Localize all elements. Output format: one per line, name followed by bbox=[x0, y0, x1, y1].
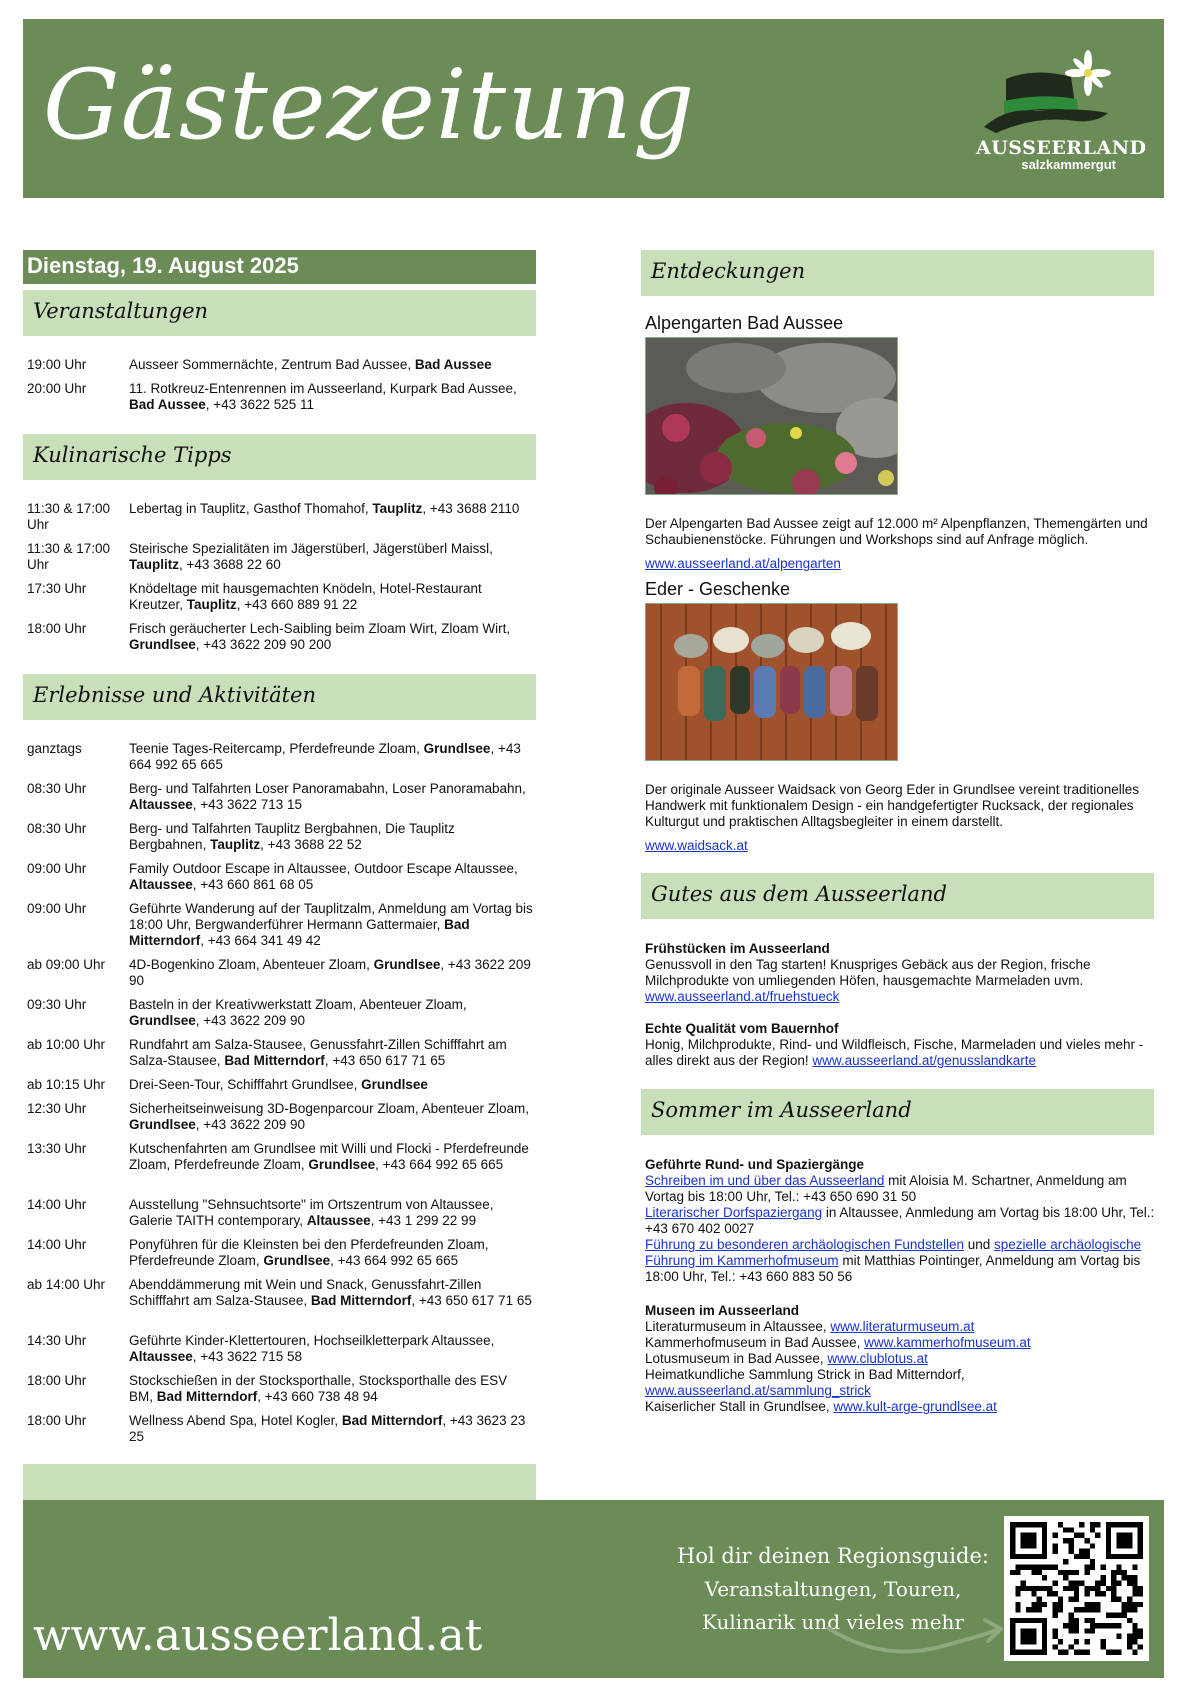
event-description: Abenddämmerung mit Wein und Snack, Genussfahrt-Zillen Schifffahrt am Salza-Stausee, Bad Mitterndorf, +43 650 617 71 65 bbox=[129, 1277, 532, 1308]
museum-3-text: Lotusmuseum in Bad Aussee, bbox=[645, 1351, 828, 1366]
rundgaenge-b bbox=[645, 1205, 1165, 1237]
event-place: Grundlsee bbox=[263, 1253, 331, 1268]
alpengarten-photo bbox=[645, 337, 898, 495]
event-time: 17:30 Uhr bbox=[27, 581, 87, 596]
rundgaenge-c-mid: und bbox=[963, 1237, 994, 1252]
eder-title: Eder - Geschenke bbox=[645, 579, 791, 599]
event-description: Berg- und Talfahrten Loser Panoramabahn, Loser Panoramabahn, Altaussee, +43 3622 713 15 bbox=[129, 781, 526, 812]
section-veranstaltungen: Veranstaltungen bbox=[23, 290, 536, 336]
event-place: Tauplitz bbox=[210, 837, 261, 852]
event-time: 18:00 Uhr bbox=[27, 621, 87, 636]
ausseerland-logo[interactable] bbox=[976, 49, 1147, 172]
event-time: ab 10:00 Uhr bbox=[27, 1037, 106, 1052]
kammerhofmuseum-link[interactable]: www.kammerhofmuseum.at bbox=[864, 1335, 1031, 1350]
eder-text: Der originale Ausseer Waidsack von Georg Eder in Grundlsee vereint traditionelles Handwerk mit funktionalem Design - ein handgefertigter Rucksack, der regionales Kulturgut und praktischen Alltagsbegleiter in einem darstellt. bbox=[645, 782, 1139, 829]
event-place: Bad Aussee bbox=[414, 357, 492, 372]
event-place: Bad Mitterndorf bbox=[156, 1389, 258, 1404]
museum-4-text: Heimatkundliche Sammlung Strick in Bad Mitterndorf, bbox=[645, 1367, 965, 1382]
promo-line-1: Hol dir deinen Regionsguide: bbox=[677, 1544, 989, 1568]
event-place: Altaussee bbox=[306, 1213, 371, 1228]
event-place: Bad Aussee bbox=[129, 397, 206, 412]
dorfspaziergang-link[interactable]: Literarischer Dorfspaziergang bbox=[645, 1205, 823, 1220]
fundstellen-link[interactable]: Führung zu besonderen archäologischen Fundstellen bbox=[645, 1237, 964, 1252]
event-description: Ponyführen für die Kleinsten bei den Pferdefreunden Zloam, Pferdefreunde Zloam, Grundlsee, +43 664 992 65 665 bbox=[129, 1237, 489, 1268]
rundgaenge-c-text: mit Matthias Pointinger, Anmeldung am Vortag bis 18:00 Uhr, Tel.: +43 660 883 50 56 bbox=[645, 1253, 1141, 1284]
event-description: 4D-Bogenkino Zloam, Abenteuer Zloam, Grundlsee, +43 3622 209 90 bbox=[129, 957, 531, 988]
section-kulinarisch: Kulinarische Tipps bbox=[23, 434, 536, 480]
event-place: Grundlsee bbox=[129, 1013, 196, 1028]
section-erlebnisse: Erlebnisse und Aktivitäten bbox=[23, 674, 536, 720]
rundgaenge-heading: Geführte Rund- und Spaziergänge bbox=[645, 1157, 865, 1172]
genusslandkarte-link[interactable]: www.ausseerland.at/genusslandkarte bbox=[812, 1053, 1036, 1068]
event-description: Basteln in der Kreativwerkstatt Zloam, Abenteuer Zloam, Grundlsee, +43 3622 209 90 bbox=[129, 997, 467, 1028]
event-place: Bad Mitterndorf bbox=[224, 1053, 325, 1068]
promo-line-3: Kulinarik und vieles mehr bbox=[702, 1610, 964, 1634]
event-description: 11. Rotkreuz-Entenrennen im Ausseerland, Kurpark Bad Aussee, Bad Aussee, +43 3622 525 11 bbox=[129, 381, 517, 412]
event-place: Tauplitz bbox=[186, 597, 237, 612]
rundgaenge-a-text: mit Aloisia M. Schartner, Anmeldung am Vortag bis 18:00 Uhr, Tel.: +43 650 690 31 50 bbox=[645, 1173, 1127, 1204]
event-time: 09:00 Uhr bbox=[27, 901, 87, 916]
rundgaenge-a bbox=[645, 1173, 1165, 1205]
event-time: 14:30 Uhr bbox=[27, 1333, 87, 1348]
event-time: ab 14:00 Uhr bbox=[27, 1277, 106, 1292]
waidsack-photo bbox=[645, 603, 898, 761]
event-time: ganztags bbox=[27, 741, 82, 756]
footer-url[interactable]: www.ausseerland.at bbox=[33, 1610, 483, 1661]
bauernhof-text: Honig, Milchprodukte, Rind- und Wildfleisch, Fische, Marmeladen und vieles mehr - alles direkt aus der Region! bbox=[645, 1037, 1144, 1068]
arrow-icon bbox=[823, 1608, 1013, 1658]
event-place: Tauplitz bbox=[372, 501, 423, 516]
event-description: Rundfahrt am Salza-Stausee, Genussfahrt-Zillen Schifffahrt am Salza-Stausee, Bad Mitterndorf, +43 650 617 71 65 bbox=[129, 1037, 507, 1068]
event-place: Grundlsee bbox=[129, 1117, 196, 1132]
event-description: Lebertag in Tauplitz, Gasthof Thomahof, Tauplitz, +43 3688 2110 bbox=[129, 501, 520, 516]
event-time: 18:00 Uhr bbox=[27, 1373, 87, 1388]
alpengarten-link[interactable]: www.ausseerland.at/alpengarten bbox=[645, 556, 841, 571]
sammlung-strick-link[interactable]: www.ausseerland.at/sammlung_strick bbox=[645, 1383, 871, 1398]
kult-arge-link[interactable]: www.kult-arge-grundlsee.at bbox=[833, 1399, 997, 1414]
event-place: Grundlsee bbox=[361, 1077, 428, 1092]
event-place: Altaussee bbox=[129, 877, 193, 892]
qr-code[interactable] bbox=[1004, 1516, 1149, 1661]
museum-3 bbox=[645, 1351, 928, 1367]
event-place: Grundlsee bbox=[129, 637, 196, 652]
waidsack-link[interactable]: www.waidsack.at bbox=[645, 838, 748, 853]
rundgaenge-b-text: in Altaussee, Anmledung am Vortag bis 18:00 Uhr, Tel.: +43 670 402 0027 bbox=[645, 1205, 1155, 1236]
fruehstueck-heading: Frühstücken im Ausseerland bbox=[645, 941, 830, 956]
promo-line-2: Veranstaltungen, Touren, bbox=[704, 1577, 962, 1601]
event-description: Kutschenfahrten am Grundlsee mit Willi und Flocki - Pferdefreunde Zloam, Pferdefreunde Zloam, Grundlsee, +43 664 992 65 665 bbox=[129, 1141, 529, 1172]
event-place: Bad Mitterndorf bbox=[310, 1293, 412, 1308]
event-time: 20:00 Uhr bbox=[27, 381, 87, 396]
event-time: 14:00 Uhr bbox=[27, 1237, 87, 1252]
event-time: 12:30 Uhr bbox=[27, 1101, 87, 1116]
bauernhof-block bbox=[645, 1037, 1160, 1069]
logo-name: AUSSEERLAND bbox=[976, 137, 1147, 159]
event-place: Tauplitz bbox=[129, 557, 179, 572]
event-place: Altaussee bbox=[129, 1349, 193, 1364]
museum-2-text: Kammerhofmuseum in Bad Aussee, bbox=[645, 1335, 865, 1350]
footer-banner bbox=[23, 1500, 1164, 1678]
event-time: 08:30 Uhr bbox=[27, 781, 87, 796]
kammerhof-fuehrung-link[interactable]: spezielle archäologische Führung im Kammerhofmuseum bbox=[645, 1237, 1142, 1268]
event-description: Wellness Abend Spa, Hotel Kogler, Bad Mitterndorf, +43 3623 23 25 bbox=[129, 1413, 526, 1444]
museum-1 bbox=[645, 1319, 974, 1335]
schreiben-link[interactable]: Schreiben im und über das Ausseerland bbox=[645, 1173, 885, 1188]
event-time: 13:30 Uhr bbox=[27, 1141, 87, 1156]
bauernhof-heading: Echte Qualität vom Bauernhof bbox=[645, 1021, 839, 1036]
museum-5-text: Kaiserlicher Stall in Grundlsee, bbox=[645, 1399, 834, 1414]
rundgaenge-c bbox=[645, 1237, 1165, 1285]
event-description: Geführte Wanderung auf der Tauplitzalm, Anmeldung am Vortag bis 18:00 Uhr, Bergwanderführer Hermann Gattermaier, Bad Mitterndorf, +43 664 341 49 42 bbox=[129, 901, 533, 948]
event-time: 19:00 Uhr bbox=[27, 357, 87, 372]
museum-2 bbox=[645, 1335, 1031, 1351]
event-time: ab 09:00 Uhr bbox=[27, 957, 106, 972]
fruehstueck-text: Genussvoll in den Tag starten! Knuspriges Gebäck aus der Region, frische Milchprodukte von umliegenden Höfen, hausgemachte Marmeladen uvm. bbox=[645, 957, 1091, 988]
fruehstueck-link[interactable]: www.ausseerland.at/fruehstueck bbox=[645, 989, 840, 1004]
hat-icon bbox=[976, 49, 1116, 139]
alpengarten-text: Der Alpengarten Bad Aussee zeigt auf 12.000 m² Alpenpflanzen, Themengärten und Schaubienenstöcke. Führungen und Workshops sind auf Anfrage möglich. bbox=[645, 516, 1148, 547]
event-time: 09:30 Uhr bbox=[27, 997, 87, 1012]
section-sommer: Sommer im Ausseerland bbox=[641, 1089, 1154, 1135]
event-description: Frisch geräucherter Lech-Saibling beim Zloam Wirt, Zloam Wirt, Grundlsee, +43 3622 209 90 200 bbox=[129, 621, 511, 652]
event-description: Ausstellung "Sehnsuchtsorte" im Ortszentrum von Altaussee, Galerie TAITH contemporary, Altaussee, +43 1 299 22 99 bbox=[129, 1197, 494, 1228]
event-time: 08:30 Uhr bbox=[27, 821, 87, 836]
event-description: Steirische Spezialitäten im Jägerstüberl, Jägerstüberl Maissl, Tauplitz, +43 3688 22 60 bbox=[129, 541, 493, 572]
section-gutes: Gutes aus dem Ausseerland bbox=[641, 873, 1154, 919]
event-place: Bad Mitterndorf bbox=[129, 917, 470, 948]
event-description: Sicherheitseinweisung 3D-Bogenparcour Zloam, Abenteuer Zloam, Grundlsee, +43 3622 209 90 bbox=[129, 1101, 529, 1132]
event-time: ab 10:15 Uhr bbox=[27, 1077, 106, 1092]
date-heading: Dienstag, 19. August 2025 bbox=[23, 250, 536, 284]
bottom-strip bbox=[23, 1464, 536, 1500]
event-time: 14:00 Uhr bbox=[27, 1197, 87, 1212]
event-description: Geführte Kinder-Klettertouren, Hochseilkletterpark Altaussee, Altaussee, +43 3622 715 58 bbox=[129, 1333, 495, 1364]
qr-code-icon bbox=[1010, 1522, 1143, 1655]
logo-sub: salzkammergut bbox=[1021, 157, 1116, 172]
museen-heading: Museen im Ausseerland bbox=[645, 1303, 800, 1318]
event-place: Grundlsee bbox=[308, 1157, 376, 1172]
event-description: Family Outdoor Escape in Altaussee, Outdoor Escape Altaussee, Altaussee, +43 660 861 68 05 bbox=[129, 861, 518, 892]
event-description: Knödeltage mit hausgemachten Knödeln, Hotel-Restaurant Kreutzer, Tauplitz, +43 660 889 91 22 bbox=[129, 581, 482, 612]
event-place: Grundlsee bbox=[423, 741, 491, 756]
event-place: Bad Mitterndorf bbox=[341, 1413, 443, 1428]
event-place: Altaussee bbox=[129, 797, 193, 812]
event-description: Stockschießen in der Stocksporthalle, Stocksporthalle des ESV BM, Bad Mitterndorf, +43 660 738 48 94 bbox=[129, 1373, 508, 1404]
alpengarten-title: Alpengarten Bad Aussee bbox=[645, 313, 844, 333]
museum-1-text: Literaturmuseum in Altaussee, bbox=[645, 1319, 831, 1334]
page-title: Gästezeitung bbox=[43, 49, 696, 161]
museum-5 bbox=[645, 1399, 997, 1415]
event-time: 11:30 & 17:00 Uhr bbox=[27, 541, 111, 572]
event-description: Teenie Tages-Reitercamp, Pferdefreunde Zloam, Grundlsee, +43 664 992 65 665 bbox=[129, 741, 521, 772]
header-banner bbox=[23, 19, 1164, 198]
event-description: Berg- und Talfahrten Tauplitz Bergbahnen, Die Tauplitz Bergbahnen, Tauplitz, +43 3688 22 52 bbox=[129, 821, 455, 852]
event-place: Grundlsee bbox=[373, 957, 441, 972]
event-description: Drei-Seen-Tour, Schifffahrt Grundlsee, Grundlsee bbox=[129, 1077, 428, 1092]
museum-4 bbox=[645, 1367, 1065, 1399]
section-entdeckungen: Entdeckungen bbox=[641, 250, 1154, 296]
literaturmuseum-link[interactable]: www.literaturmuseum.at bbox=[830, 1319, 975, 1334]
event-time: 09:00 Uhr bbox=[27, 861, 87, 876]
event-description: Ausseer Sommernächte, Zentrum Bad Aussee, Bad Aussee bbox=[129, 357, 492, 372]
clublotus-link[interactable]: www.clublotus.at bbox=[827, 1351, 928, 1366]
event-time: 11:30 & 17:00 Uhr bbox=[27, 501, 111, 532]
event-time: 18:00 Uhr bbox=[27, 1413, 87, 1428]
